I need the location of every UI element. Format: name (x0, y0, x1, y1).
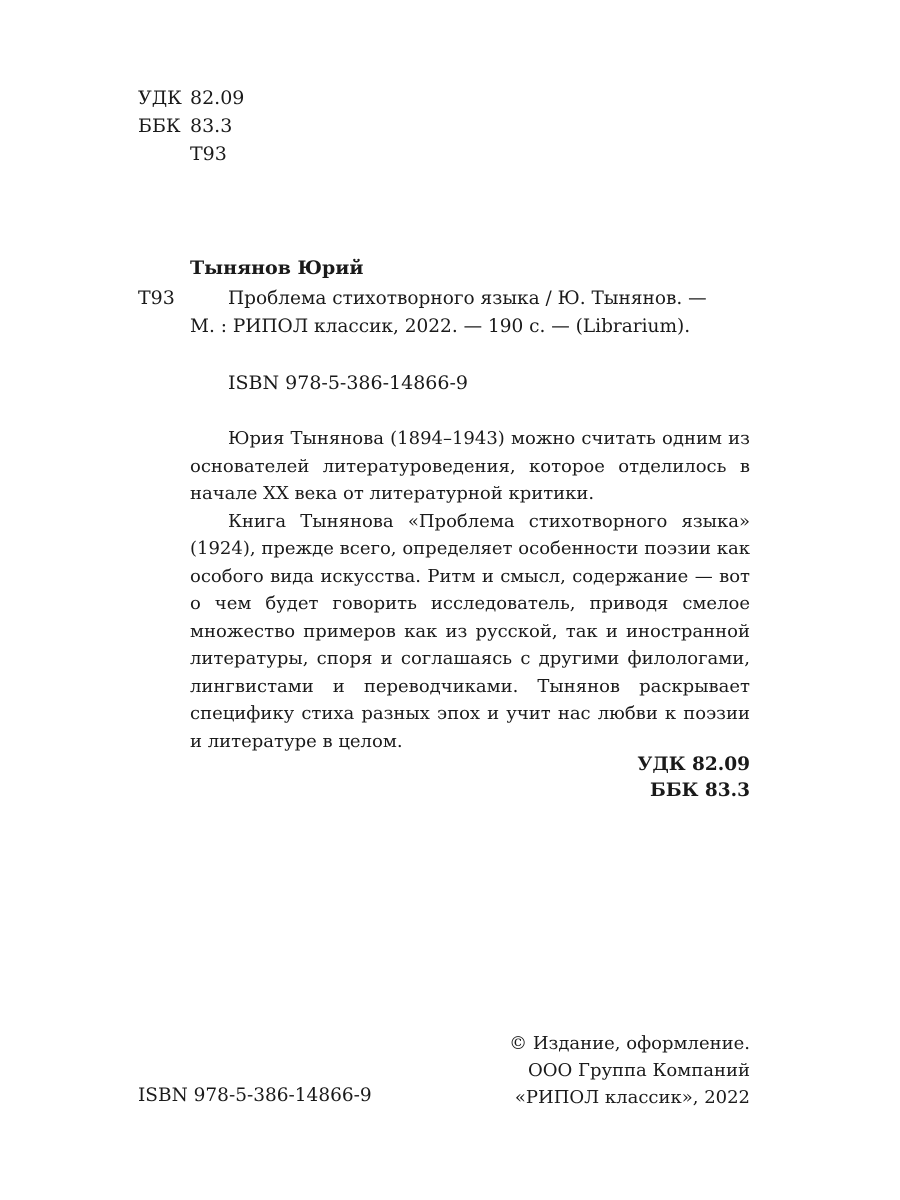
copyright-block (509, 1030, 750, 1111)
isbn-record: ISBN 978-5-386-14866-9 (228, 372, 468, 394)
bbk-label: ББК (138, 115, 181, 137)
annotation (190, 425, 750, 755)
bibliographic-line-2: М. : РИПОЛ классик, 2022. — 190 с. — (Librarium). (190, 316, 691, 337)
author-mark-row (138, 142, 227, 166)
author-mark-top: Т93 (190, 143, 227, 165)
isbn-footer: ISBN 978-5-386-14866-9 (138, 1085, 372, 1106)
bbk-right: ББК 83.3 (650, 780, 750, 801)
index-right (637, 752, 750, 804)
annotation-paragraph-2: Книга Тынянова «Проблема стихотворного языка» (1924), прежде всего, определяет особенности поэзии как особого вида искусства. Ритм и смысл, содержание — вот о чем будет говорить исследователь, приводя смелое множество примеров как из русской, так и иностранной литературы, споря и соглашаясь с другими филологами, лингвистами и переводчиками. Тынянов раскрывает специфику стиха разных эпох и учит нас любви к поэзии и литературе в целом. (190, 510, 750, 752)
udk-right: УДК 82.09 (637, 754, 750, 775)
bbk-value: 83.3 (190, 115, 233, 137)
bbk-row (138, 114, 232, 138)
udk-label: УДК (138, 87, 182, 109)
annotation-paragraph-1: Юрия Тынянова (1894–1943) можно считать одним из основателей литературоведения, которое отделилось в начале XX века от литературной критики. (190, 428, 750, 504)
author-heading: Тынянов Юрий (190, 257, 364, 279)
copyright-line-1: © Издание, оформление. (509, 1033, 750, 1054)
author-mark-left: Т93 (138, 287, 175, 309)
copyright-line-2: ООО Группа Компаний (528, 1060, 750, 1081)
copyright-line-3: «РИПОЛ классик», 2022 (514, 1087, 750, 1108)
bibliographic-description (190, 285, 750, 341)
bibliographic-line-1: Проблема стихотворного языка / Ю. Тынянов. — (228, 288, 707, 309)
udk-value: 82.09 (190, 87, 245, 109)
udk-row (138, 86, 244, 110)
